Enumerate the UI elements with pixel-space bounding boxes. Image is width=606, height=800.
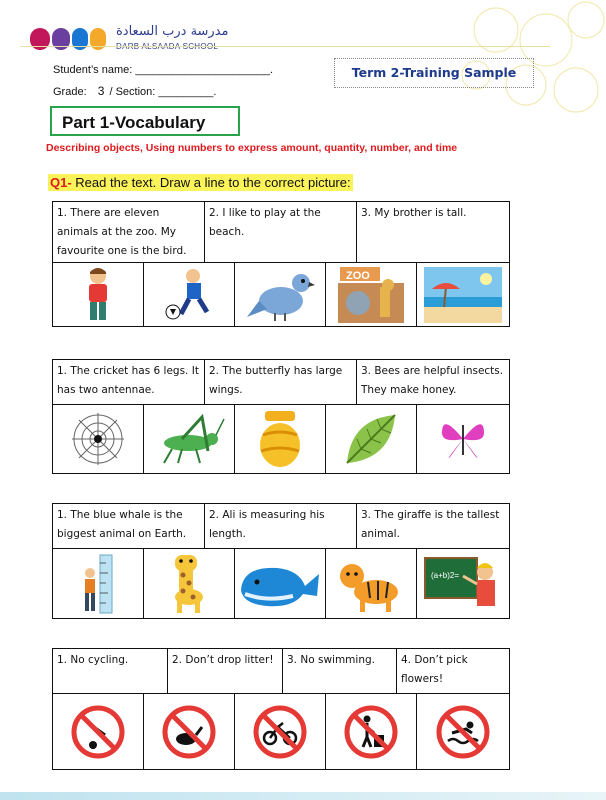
football-player-picture[interactable] — [144, 263, 235, 326]
sentence-cell: 2. Don’t drop litter! — [168, 649, 283, 693]
cricket-picture[interactable] — [144, 405, 235, 473]
term-title-box: Term 2-Training Sample — [334, 58, 534, 88]
sentence-cell: 1. The cricket has 6 legs. It has two antennae. — [53, 360, 205, 404]
header-divider — [20, 46, 550, 47]
matching-table-3 — [52, 503, 510, 619]
sentence-cell: 3. No swimming. — [283, 649, 397, 693]
whale-picture[interactable] — [235, 549, 326, 618]
matching-table-4 — [52, 648, 510, 770]
spider-web-picture[interactable] — [53, 405, 144, 473]
height-chart-picture[interactable] — [53, 549, 144, 618]
sentence-cell: 1. The blue whale is the biggest animal on Earth. — [53, 504, 205, 548]
teacher-picture[interactable] — [417, 549, 508, 618]
grade-section-field[interactable] — [53, 84, 216, 98]
leaf-picture[interactable] — [326, 405, 417, 473]
boy-picture[interactable] — [53, 263, 144, 326]
zoo-picture[interactable] — [326, 263, 417, 326]
sentence-cell: 1. There are eleven animals at the zoo. My favourite one is the bird. — [53, 202, 205, 262]
no-picking-flowers-sign[interactable] — [53, 694, 144, 769]
bird-picture[interactable] — [235, 263, 326, 326]
sentence-cell: 3. Bees are helpful insects. They make honey. — [361, 365, 504, 396]
matching-table-2 — [52, 359, 510, 474]
honey-pot-picture[interactable] — [235, 405, 326, 473]
sentence-cell: 2. Ali is measuring his length. — [205, 504, 357, 548]
section-label: / Section: _________. — [109, 86, 217, 98]
sentence-cell: 2. I like to play at the beach. — [205, 202, 357, 262]
page-bottom-bar — [0, 792, 606, 800]
question-number: Q1- — [50, 175, 72, 190]
matching-table-1 — [52, 201, 510, 327]
zoo-sign-text: ZOO — [346, 269, 370, 282]
question-heading — [48, 174, 353, 191]
tiger-picture[interactable] — [326, 549, 417, 618]
grade-value: 3 — [97, 84, 105, 98]
student-name-field[interactable]: Student’s name: ______________________. — [53, 64, 273, 76]
part-title: Part 1-Vocabulary — [50, 106, 240, 136]
school-logo — [30, 24, 110, 54]
grade-label: Grade: — [53, 86, 87, 98]
question-instruction: Read the text. Draw a line to the correct picture: — [75, 175, 351, 190]
beach-picture[interactable] — [417, 263, 508, 326]
sentence-cell: 3. The giraffe is the tallest animal. — [361, 509, 500, 540]
butterfly-picture[interactable] — [417, 405, 508, 473]
sentence-cell: 2. The butterfly has large wings. — [205, 360, 357, 404]
part-description: Describing objects, Using numbers to express amount, quantity, number, and time — [46, 142, 458, 154]
teacher-board-text: (a+b)2= — [430, 570, 459, 580]
no-litter-bin-sign[interactable] — [326, 694, 417, 769]
sentence-cell: 4. Don’t pick flowers! — [401, 654, 468, 685]
no-cycling-sign[interactable] — [235, 694, 326, 769]
sentence-cell: 3. My brother is tall. — [361, 207, 467, 219]
giraffe-picture[interactable] — [144, 549, 235, 618]
school-name-arabic: مدرسة درب السعادة — [116, 24, 229, 39]
no-littering-sign[interactable] — [144, 694, 235, 769]
sentence-cell: 1. No cycling. — [53, 649, 168, 693]
no-swimming-sign[interactable] — [417, 694, 508, 769]
